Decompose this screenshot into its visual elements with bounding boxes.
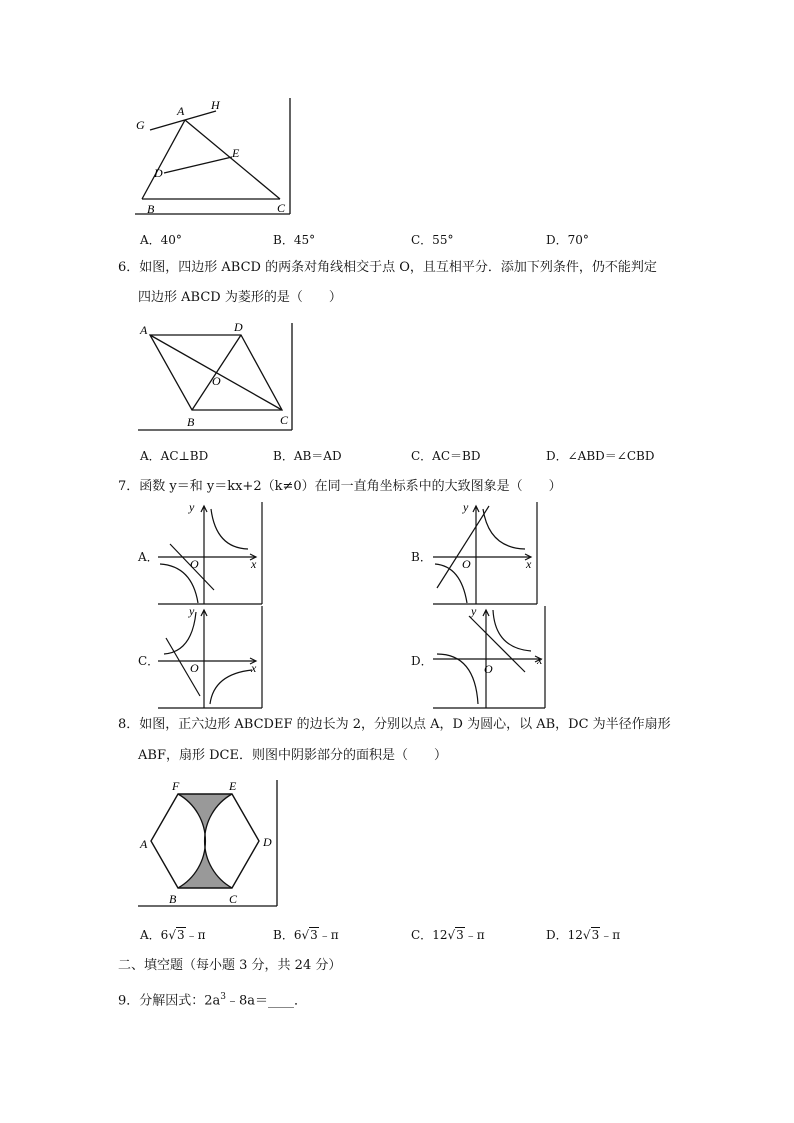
q8-option-b-tail: ﹣π [318, 928, 339, 942]
q8-option-a-radicand: 3 [176, 928, 185, 942]
q8-stem-line1: 8．如图，正六边形 ABCDEF 的边长为 2，分别以点 A，D 为圆心，以 AB，DC 为半径作扇形 [118, 717, 671, 732]
q5-option-c: C．55° [411, 233, 454, 247]
q7d-label-x: x [537, 653, 543, 667]
q6-figure [132, 318, 302, 434]
q8-stem-line2: ABF，扇形 DCE．则图中阴影部分的面积是（ ） [138, 748, 447, 763]
q6-option-c: C．AC＝BD [411, 449, 481, 463]
q6-label-a: A [140, 323, 148, 337]
q7c-hyperbola-q2 [164, 612, 196, 654]
q8-option-d-coef: 12 [567, 928, 583, 942]
q8-label-e: E [229, 779, 237, 793]
q7a-label-y: y [189, 500, 195, 514]
q8-option-c: C．12√3﹣π [411, 928, 485, 942]
q8-option-c-tail: ﹣π [464, 928, 485, 942]
q8-option-a-tail: ﹣π [185, 928, 206, 942]
q8-option-b-radicand: 3 [310, 928, 318, 942]
q7b-line [437, 506, 489, 588]
q5-figure [130, 92, 300, 217]
q6-stem-line2: 四边形 ABCD 为菱形的是（ ） [138, 290, 342, 305]
q7c-label-x: x [251, 661, 257, 675]
q8-label-c: C [229, 892, 238, 906]
q5-segment-de [164, 157, 232, 173]
q8-label-a: A [140, 837, 148, 851]
q5-side-ab [142, 120, 185, 199]
q9-stem [118, 988, 307, 1010]
q8-option-d: D．12√3﹣π [546, 928, 621, 942]
section-title-fill-in: 二、填空题（每小题 3 分，共 24 分） [118, 958, 342, 973]
q5-option-a: A．40° [140, 233, 182, 247]
q8-option-a-letter: A． [140, 928, 161, 942]
q8-option-c-coef: 12 [432, 928, 448, 942]
q6-label-c: C [280, 413, 289, 427]
q5-label-b: B [147, 202, 155, 216]
q6-stem-line1: 6．如图，四边形 ABCD 的两条对角线相交于点 O，且互相平分．添加下列条件，仍不能判定 [118, 260, 657, 275]
q7a-hyperbola-q1 [211, 509, 248, 549]
q5-option-b: B．45° [273, 233, 316, 247]
q7d-hyperbola-q3 [437, 654, 478, 704]
q8-label-f: F [172, 779, 180, 793]
q7-graph-a [156, 500, 266, 606]
q6-label-b: B [187, 415, 195, 429]
q6-option-a: A．AC⊥BD [140, 449, 209, 463]
q5-label-g: G [136, 118, 145, 132]
q8-option-c-radicand: 3 [456, 928, 464, 942]
q5-label-c: C [277, 201, 286, 215]
q8-option-b-coef: 6 [293, 928, 302, 942]
q7c-label-y: y [189, 604, 195, 618]
q6-diagonal-bd [192, 335, 241, 410]
q5-label-a: A [177, 104, 185, 118]
q8-option-b-letter: B． [273, 928, 294, 942]
q7a-label-o: O [190, 557, 199, 571]
q8-option-a-coef: 6 [160, 928, 169, 942]
q8-option-d-tail: ﹣π [600, 928, 621, 942]
q8-label-b: B [169, 892, 177, 906]
q7c-label-o: O [190, 661, 199, 675]
q7b-label-o: O [462, 557, 471, 571]
q7-option-d-letter: D． [411, 654, 433, 668]
q7d-label-o: O [484, 662, 493, 676]
q7-graph-d [431, 604, 549, 710]
q9-exponent: 3 [220, 992, 227, 1002]
q7d-label-y: y [471, 604, 477, 618]
q8-option-d-letter: D． [546, 928, 568, 942]
q5-label-e: E [232, 146, 240, 160]
q7b-hyperbola-q1 [483, 509, 525, 549]
q7c-hyperbola-q4 [210, 670, 252, 704]
q7a-label-x: x [251, 557, 257, 571]
q7-stem: 7．函数 y＝和 y＝kx+2（k≠0）在同一直角坐标系中的大致图象是（ ） [118, 479, 562, 494]
q8-figure [132, 776, 282, 910]
q8-option-d-radicand: 3 [591, 928, 600, 942]
q6-option-b: B．AB＝AD [273, 449, 342, 463]
q7-graph-c [156, 604, 266, 710]
q6-label-d: D [234, 320, 243, 334]
q7-option-a-letter: A． [138, 550, 159, 564]
q7b-label-y: y [463, 500, 469, 514]
q7d-line [469, 616, 525, 672]
q8-label-d: D [263, 835, 272, 849]
q9-suffix: ﹣8a＝____． [226, 993, 308, 1009]
q7b-label-x: x [526, 557, 532, 571]
q5-label-d: D [154, 166, 163, 180]
q6-option-d: D．∠ABD＝∠CBD [546, 449, 655, 463]
q7-graph-b [431, 500, 541, 606]
q5-label-h: H [211, 98, 220, 112]
q8-option-c-letter: C． [411, 928, 433, 942]
q9-prefix: 9．分解因式：2a [118, 993, 221, 1009]
q7d-hyperbola-q1 [493, 610, 531, 651]
q7-option-b-letter: B． [411, 550, 432, 564]
q8-option-a: A．6√3﹣π [140, 928, 206, 942]
q6-label-o: O [212, 374, 221, 388]
q8-option-b: B．6√3﹣π [273, 928, 339, 942]
q5-option-d: D．70° [546, 233, 589, 247]
q7-option-c-letter: C． [138, 654, 160, 668]
